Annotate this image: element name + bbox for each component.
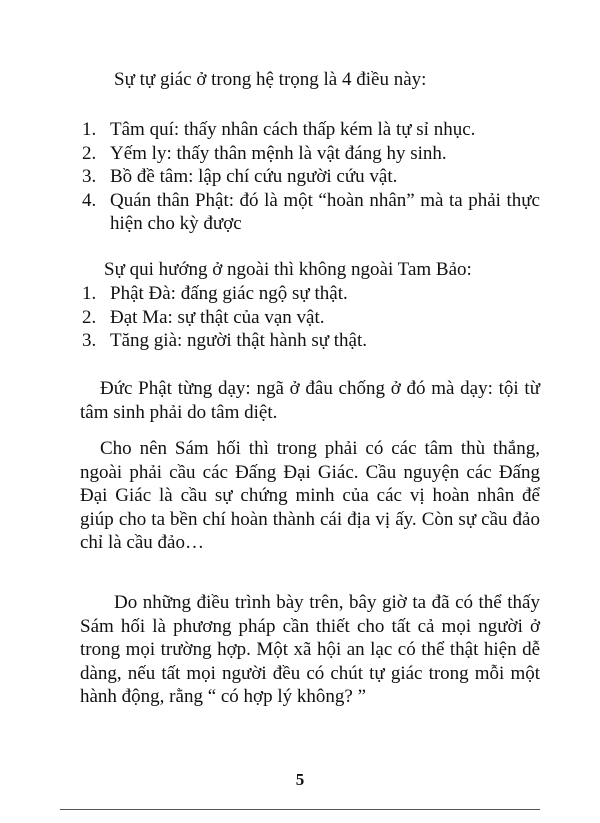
list-number: 4. [82, 189, 97, 211]
footer-divider [60, 809, 540, 810]
list-item [80, 165, 540, 189]
page-number: 5 [295, 770, 305, 789]
list-number: 3. [82, 166, 97, 187]
repentance-paragraph: Cho nên Sám hối thì trong phải có các tâm thù thắng, ngoài phải cầu các Đấng Đại Giác. Cầu nguyện các Đấng Đại Giác là cầu sự chứng minh của các vị hoàn nhân để giúp cho ta bền chí hoàn thành cái địa vị ấy. Còn sự cầu đảo chỉ là cầu đảo… [80, 438, 540, 553]
list-item [80, 306, 540, 330]
list-item-text: Quán thân Phật: đó là một “hoàn nhân” mà ta phải thực hiện cho kỳ được [110, 189, 540, 234]
intro-paragraph: Sự tự giác ở trong hệ trọng là 4 điều này: [114, 69, 427, 90]
list-number: 1. [82, 119, 97, 140]
list-item [80, 189, 540, 236]
list-item-text: Tăng già: người thật hành sự thật. [110, 330, 368, 351]
list-item-text: Đạt Ma: sự thật của vạn vật. [110, 306, 325, 328]
self-awareness-list [80, 118, 540, 236]
list-item-text: Phật Đà: đấng giác ngộ sự thật. [110, 283, 348, 304]
three-jewels-list [80, 282, 540, 353]
list-item [80, 118, 540, 142]
list-item-text: Tâm quí: thấy nhân cách thấp kém là tự sỉ nhục. [110, 119, 476, 140]
list-number: 3. [82, 330, 97, 351]
list-item [80, 142, 540, 166]
list-item-text: Bồ đề tâm: lập chí cứu người cứu vật. [110, 166, 398, 187]
refuge-intro: Sự qui hướng ở ngoài thì không ngoài Tam Bảo: [104, 259, 472, 280]
list-item [80, 329, 540, 353]
conclusion-paragraph: Do những điều trình bày trên, bây giờ ta đã có thể thấy Sám hối là phương pháp cần thiết cho tất cả mọi người ở trong mọi trường hợp. Một xã hội an lạc có thể thật hiện dễ dàng, nếu tất mọi người đều có chút tự giác trong mỗi một hành động, rằng “ có hợp lý không? ” [80, 592, 540, 707]
list-number: 2. [82, 306, 97, 328]
list-number: 2. [82, 142, 97, 164]
list-item-text: Yếm ly: thấy thân mệnh là vật đáng hy sinh. [110, 142, 447, 164]
teaching-paragraph: Đức Phật từng dạy: ngã ở đâu chống ở đó mà dạy: tội từ tâm sinh phải do tâm diệt. [80, 378, 540, 423]
list-number: 1. [82, 283, 97, 304]
list-item [80, 282, 540, 306]
